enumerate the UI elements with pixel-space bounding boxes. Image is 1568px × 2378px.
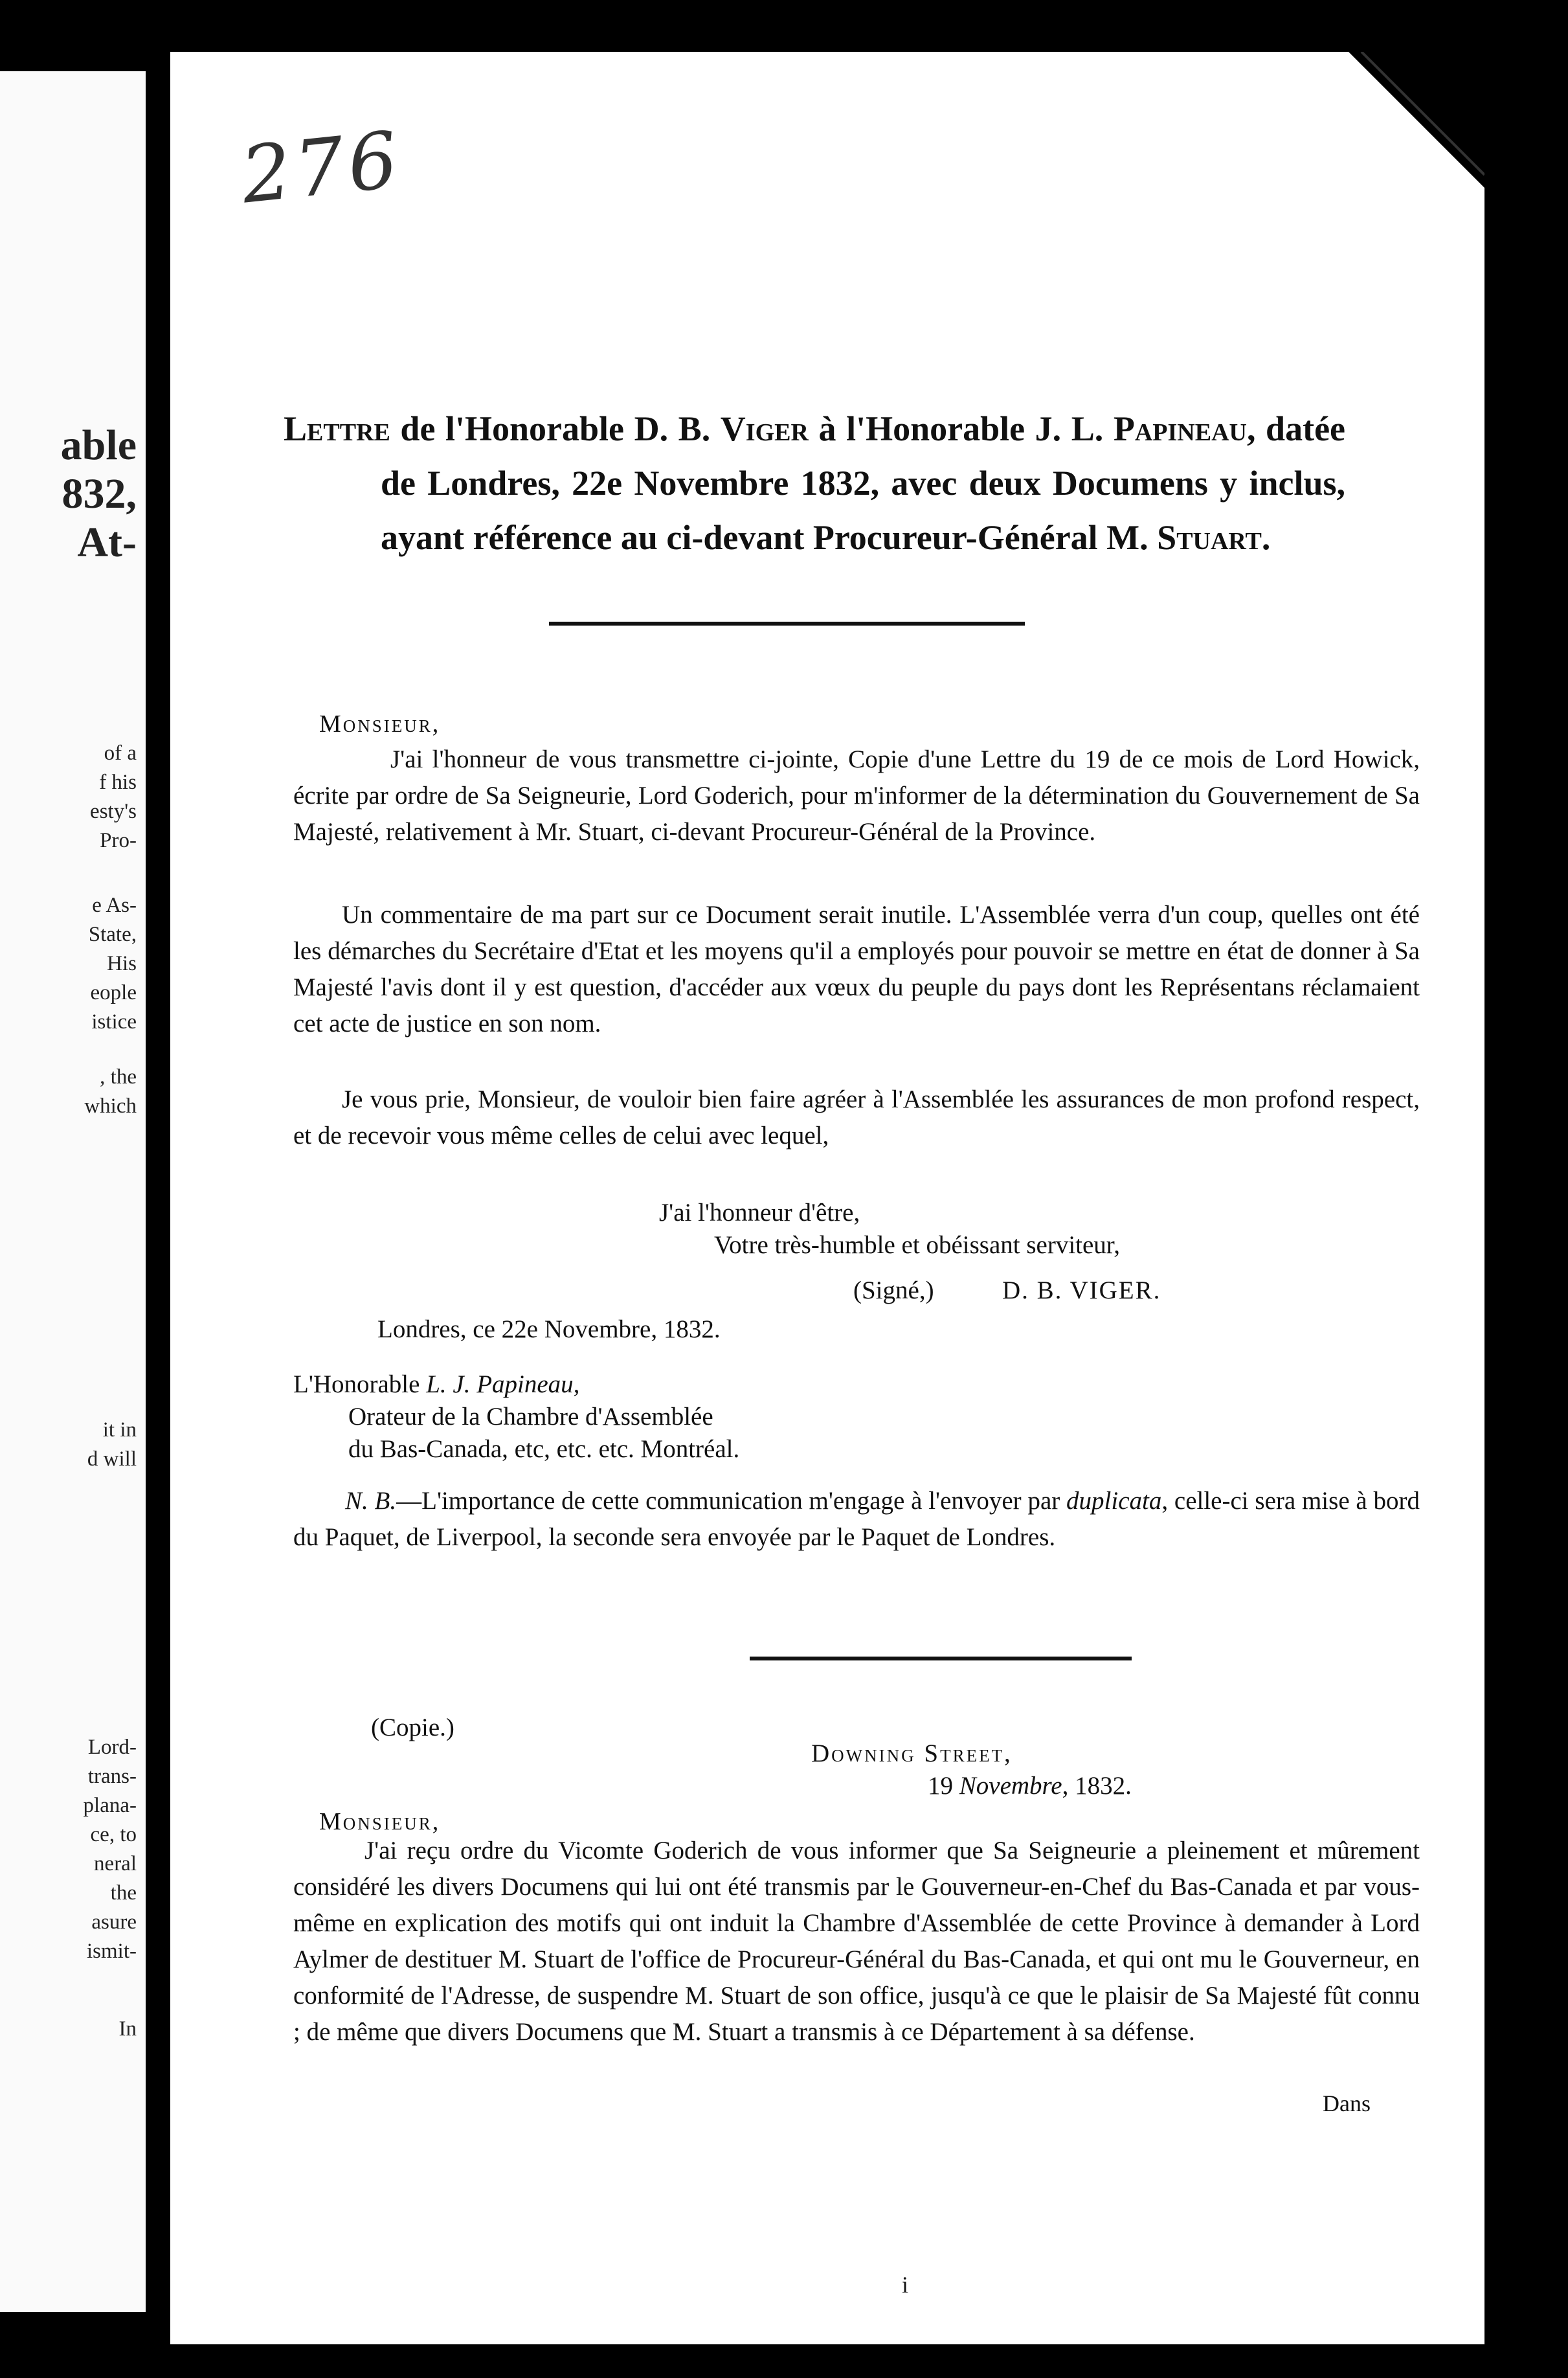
page-gutter <box>146 71 170 2312</box>
document-page <box>170 52 1484 2344</box>
date-day: 19 <box>928 1772 959 1800</box>
letter-date: Londres, ce 22e Novembre, 1832. <box>377 1315 721 1343</box>
salutation: Monsieur, <box>319 1808 441 1835</box>
prev-fragment: Lord- <box>87 1736 137 1759</box>
title-stuart: Stuart <box>1157 518 1262 557</box>
page-mark: i <box>902 2272 909 2298</box>
nb-text: , celle-ci sera mise à bord du Paquet, de Liverpool, la seconde sera envoyée par le Paquet de Londres. <box>293 1487 1420 1551</box>
folded-corner <box>1349 52 1484 188</box>
manuscript-page-number: 276 <box>237 115 406 221</box>
nota-bene <box>293 1483 1420 1556</box>
prev-fragment: esty's <box>90 800 137 823</box>
address-line: du Bas-Canada, etc, etc. etc. Montréal. <box>348 1435 740 1463</box>
prev-fragment: asure <box>91 1910 137 1934</box>
prev-fragment: able <box>60 422 137 469</box>
prev-fragment: d will <box>87 1447 137 1471</box>
letter-paragraph: Je vous prie, Monsieur, de vouloir bien faire agréer à l'Assemblée les assurances de mon profond respect, et de recevoir vous même celles de celui avec lequel, <box>293 1085 1420 1149</box>
prev-fragment: State, <box>88 923 137 946</box>
copy-label: (Copie.) <box>371 1714 454 1741</box>
address-line <box>293 1366 579 1403</box>
address-name: L. J. Papineau, <box>426 1370 580 1398</box>
address-prefix: L'Honorable <box>293 1370 427 1398</box>
prev-fragment: , the <box>100 1065 137 1089</box>
nb-duplicata: duplicata <box>1066 1487 1162 1515</box>
letter-paragraph: J'ai reçu ordre du Vicomte Goderich de vous informer que Sa Seigneurie a pleinement et mûrement considéré les divers Documens qui lui ont été transmis par le Gouverneur-en-Chef du Bas-Canada et par vous-même en explication des motifs qui ont induit la Chambre d'Assemblée de cette Province à demander à Lord Aylmer de destituer M. Stuart de l'office de Procureur-Général du Bas-Canada, et qui ont mu le Gouverneur, en conformité de l'Adresse, de suspendre M. Stuart de son office, jusqu'à ce que le plaisir de Sa Majesté fût connu ; de même que divers Documens que M. Stuart a transmis à ce Département à sa défense. <box>293 1837 1420 2046</box>
title-part: . <box>1261 518 1271 557</box>
nb-text: —L'importance de cette communication m'engage à l'envoyer par <box>396 1487 1067 1515</box>
prev-fragment: ismit- <box>86 1940 137 1963</box>
title-part: , datée de Londres, 22e Novembre 1832, avec deux Documens y inclus, ayant référence au ci-devant Procureur-Général M. <box>381 409 1345 557</box>
prev-fragment: f his <box>99 771 137 794</box>
prev-fragment: ce, to <box>90 1823 137 1846</box>
prev-fragment: e As- <box>92 894 137 917</box>
signature-name: D. B. VIGER. <box>1002 1276 1161 1304</box>
prev-fragment: it in <box>102 1418 137 1442</box>
title-papineau: Papineau <box>1113 409 1247 448</box>
previous-page-fragment <box>0 71 146 2312</box>
document-title <box>284 402 1345 565</box>
prev-fragment: which <box>84 1094 137 1118</box>
prev-fragment: istice <box>91 1010 137 1034</box>
title-part: à l'Honorable J. L. <box>808 409 1114 448</box>
signed-label: (Signé,) <box>853 1276 934 1304</box>
sender-address: Downing Street, <box>811 1739 1013 1767</box>
prev-fragment: plana- <box>83 1794 137 1817</box>
prev-fragment: In <box>118 2017 137 2041</box>
closing-line: Votre très-humble et obéissant serviteur, <box>714 1231 1120 1259</box>
date-month: Novembre <box>959 1772 1062 1800</box>
title-viger: Viger <box>720 409 809 448</box>
letter-paragraph: Un commentaire de ma part sur ce Document serait inutile. L'Assemblée verra d'un coup, quelles ont été les démarches du Secrétaire d'Etat et les moyens qu'il a employés pour pouvoir se mettre en état de donner à Sa Majesté l'avis dont il y est question, d'accéder aux vœux du peuple du pays dont les Représentans réclamaient cet acte de justice en son nom. <box>293 901 1420 1037</box>
section-divider <box>549 622 1025 626</box>
nb-label: N. B. <box>345 1487 397 1515</box>
closing-line: J'ai l'honneur d'être, <box>659 1199 860 1227</box>
prev-fragment: Pro- <box>100 829 137 852</box>
title-lettre: Lettre <box>284 409 390 448</box>
prev-fragment: His <box>107 952 137 975</box>
prev-fragment: the <box>110 1881 137 1905</box>
folded-corner-shape <box>1349 52 1484 188</box>
letter-date <box>928 1768 1132 1804</box>
prev-fragment: 832, <box>62 470 137 517</box>
letter-paragraph: J'ai l'honneur de vous transmettre ci-jointe, Copie d'une Lettre du 19 de ce mois de Lord Howick, écrite par ordre de Sa Seigneurie, Lord Goderich, pour m'informer de la détermination du Gouvernement de Sa Majesté, relativement à Mr. Stuart, ci-devant Procureur-Général de la Province. <box>293 745 1420 846</box>
title-part: de l'Honorable D. B. <box>390 409 721 448</box>
catchword: Dans <box>1323 2090 1371 2116</box>
prev-fragment: eople <box>90 981 137 1004</box>
section-divider <box>750 1657 1132 1660</box>
prev-fragment: trans- <box>87 1765 137 1788</box>
salutation: Monsieur, <box>319 710 441 738</box>
prev-fragment: At- <box>77 519 137 566</box>
prev-fragment: of a <box>104 742 137 765</box>
prev-fragment: neral <box>94 1852 137 1875</box>
address-line: Orateur de la Chambre d'Assemblée <box>348 1403 713 1431</box>
date-year: , 1832. <box>1062 1772 1132 1800</box>
